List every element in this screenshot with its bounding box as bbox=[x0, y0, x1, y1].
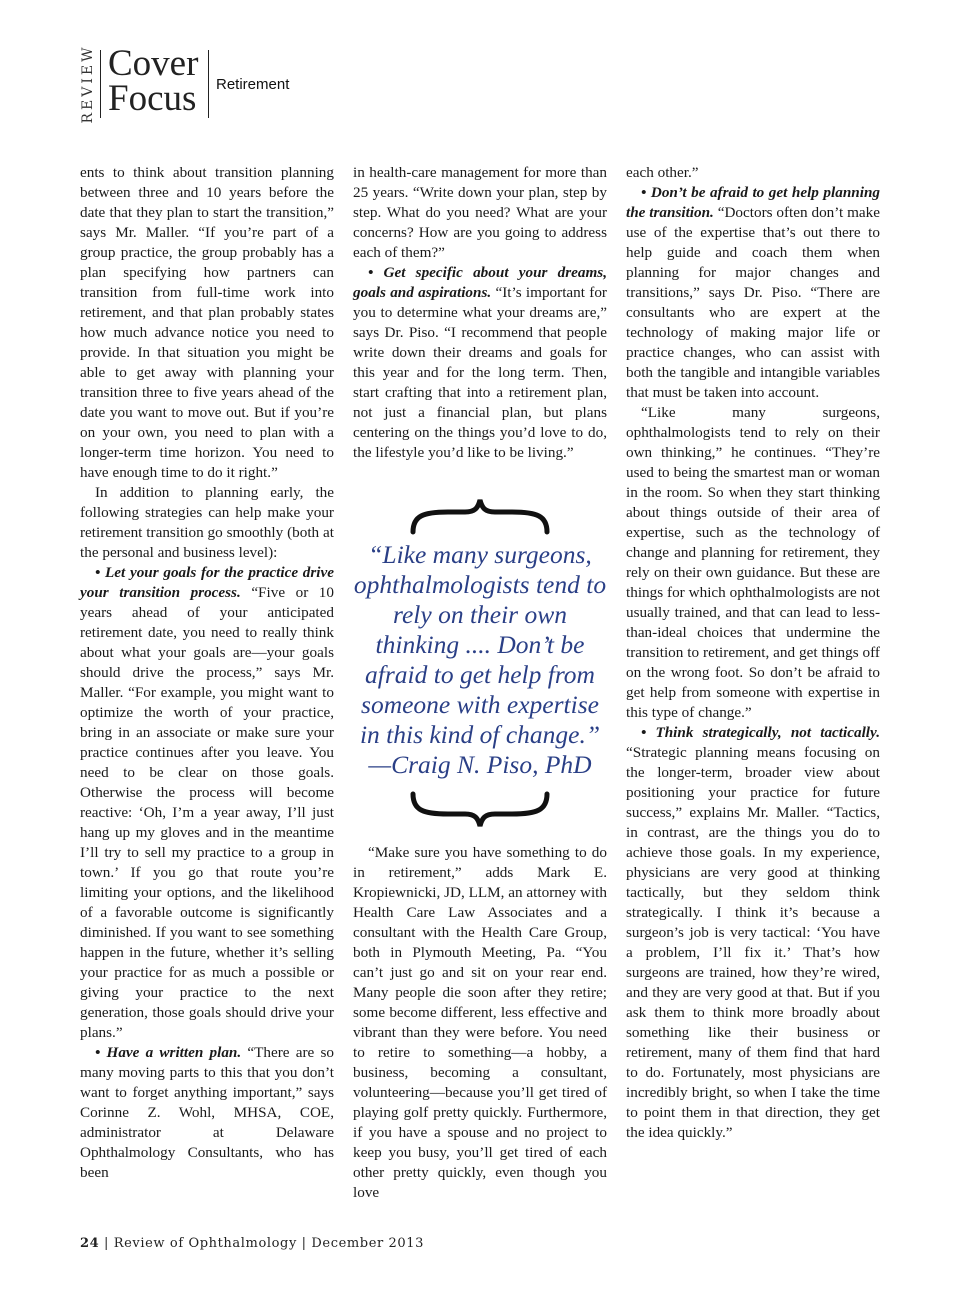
curly-brace-bottom-icon bbox=[353, 788, 607, 828]
review-label: REVIEW bbox=[80, 44, 96, 124]
paragraph: “Like many surgeons, ophthalmologists tend to rely on their own thinking,” he continues. “They’re used to being the smartest man or woman in the room. So when they start thinking about things outside of their area of expertise, such as the technology of change and planning for retirement, they rely on their own guidance. But these are things for which ophthalmologists are not usually trained, and that can lead to less-than-ideal choices that undermine the transition to retirement, and get things off on the wrong foot. So don’t be afraid to get help from someone with expertise in this type of change.” bbox=[626, 404, 880, 721]
curly-brace-top-icon bbox=[353, 498, 607, 538]
paragraph: ents to think about transition planning between three and 10 years before the date that they plan to start the transition,” says Mr. Maller. “If you’re part of a group practice, the group probably has a plan specifying how partners can transition from full-time work into retirement, and that plan probably states how much advance notice you need to provide. In that situation you might be able to get away with planning your transition three to five years ahead of the date you want to move out. But if you’re on your own, you need to plan with a longer-term time horizon. You need to have enough time to do it right.” bbox=[80, 164, 334, 481]
pull-quote-text: “Like many surgeons, ophthalmologists tend to rely on their own thinking .... Don’t be afraid to get help from someone with expertise in this kind of change.” bbox=[353, 540, 607, 749]
bullet-body: “Five or 10 years ahead of your anticipated retirement date, you need to really think about what your goals are—your goals should drive the process,” says Mr. Maller. “For example, you might want to optimize the worth of your practice, bring in an associate or make sure your practice continues after you leave. You need to be clear on those goals. Otherwise the process will become reactive: ‘Oh, I’m a year away, I’ll just hang up my gloves and in the meantime I’ll try to sell my practice to a group in town.’ If you go that route you’re limiting your options, and the likelihood of a favorable outcome is significantly diminished. If you want to see something happen in the future, whether it’s selling your practice for as much a possible or giving your practice to the next generation, those goals should drive your plans.” bbox=[80, 584, 334, 1041]
page-footer bbox=[80, 1236, 424, 1251]
bullet-heading: • Don’t be afraid to get help planning the transition. bbox=[626, 184, 880, 221]
header-divider bbox=[208, 50, 209, 118]
bullet-heading: • Let your goals for the practice drive your transition process. bbox=[80, 564, 334, 601]
footer-separator: | bbox=[301, 1236, 312, 1251]
column-2 bbox=[353, 163, 607, 463]
paragraph bbox=[626, 723, 880, 1143]
issue-date: December 2013 bbox=[311, 1236, 425, 1251]
paragraph bbox=[353, 263, 607, 463]
section-label: Retirement bbox=[216, 76, 290, 93]
column-3 bbox=[626, 163, 880, 1143]
pull-quote-attribution: —Craig N. Piso, PhD bbox=[368, 750, 592, 779]
paragraph: in health-care management for more than 25 years. “Write down your plan, step by step. What do you need? What are your concerns? How are you going to address each of them?” bbox=[353, 164, 607, 261]
paragraph: each other.” bbox=[626, 164, 699, 181]
pull-quote bbox=[353, 498, 607, 828]
bullet-heading: • Have a written plan. bbox=[95, 1044, 242, 1061]
bullet-heading: • Get specific about your dreams, goals and aspirations. bbox=[353, 264, 607, 301]
publication-name: Review of Ophthalmology bbox=[113, 1236, 297, 1251]
bullet-body: “There are so many moving parts to this that you don’t want to forget anything important,” says Corinne Z. Wohl, MHSA, COE, administrator at Delaware Ophthalmology Consultants, who has been bbox=[80, 1044, 334, 1181]
paragraph: In addition to planning early, the following strategies can help make your retirement transition go smoothly (both at the personal and business level): bbox=[80, 484, 334, 561]
title-line-2: Focus bbox=[108, 78, 197, 119]
footer-separator: | bbox=[104, 1236, 114, 1251]
column-2-lower bbox=[353, 843, 607, 1203]
title-line-1: Cover bbox=[108, 43, 199, 84]
bullet-body: “Doctors often don’t make use of the expertise that’s out there to help guide and coach them when planning for major changes and transitions,” says Dr. Piso. “There are consultants who are expert at the technology of making major life or practice changes, who can assist with both the tangible and intangible variables that must be taken into account. bbox=[626, 204, 881, 401]
paragraph bbox=[626, 183, 880, 403]
column-1 bbox=[80, 163, 334, 1183]
page-number: 24 bbox=[80, 1236, 100, 1251]
paragraph bbox=[80, 1043, 334, 1183]
paragraph bbox=[80, 563, 334, 1043]
bullet-heading: • Think strategically, not tactically. bbox=[641, 724, 880, 741]
paragraph: “Make sure you have something to do in retirement,” adds Mark E. Kropiewnicki, JD, LLM, an attorney with Health Care Law Associates and a consultant with the Health Care Group, both in Plymouth Meeting, Pa. “You can’t just go and sit on your rear end. Many people die soon after they retire; some become different, less effective and vibrant than they were before. You need to retire to something—a hobby, a business, becoming a consultant, volunteering—because you’ll get tired of playing golf pretty quickly. Furthermore, if you have a spouse and no project to keep you busy, you’ll get tired of each other pretty quickly, even though you love bbox=[353, 844, 607, 1201]
bullet-body: “It’s important for you to determine what your dreams are,” says Dr. Piso. “I recommend that people write down their dreams and goals for this year and for the long term. Then, start crafting that into a retirement plan, not just a financial plan, but plans centering on the things you’d love to do, the lifestyle you’d like to be living.” bbox=[353, 284, 607, 461]
header-divider bbox=[100, 50, 101, 118]
bullet-body: “Strategic planning means focusing on the longer-term, broader view about positioning your practice for future success,” explains Mr. Maller. “Tactics, in contrast, are the things you do to achieve those goals. In my experience, physicians are very good at thinking tactically, but they seldom think strategically. I think it’s because a surgeon’s job is very tactical: ‘You have a problem, I’ll fix it.’ That’s how surgeons are trained, how they’re wired, and they are very good at that. But if you ask them to think more broadly about something like their business or retirement, many of them find that hard to do. Fortunately, most physicians are incredibly bright, so when I take the time to point them in that direction, they get the idea quickly.” bbox=[626, 744, 880, 1141]
cover-focus-title bbox=[108, 43, 199, 119]
